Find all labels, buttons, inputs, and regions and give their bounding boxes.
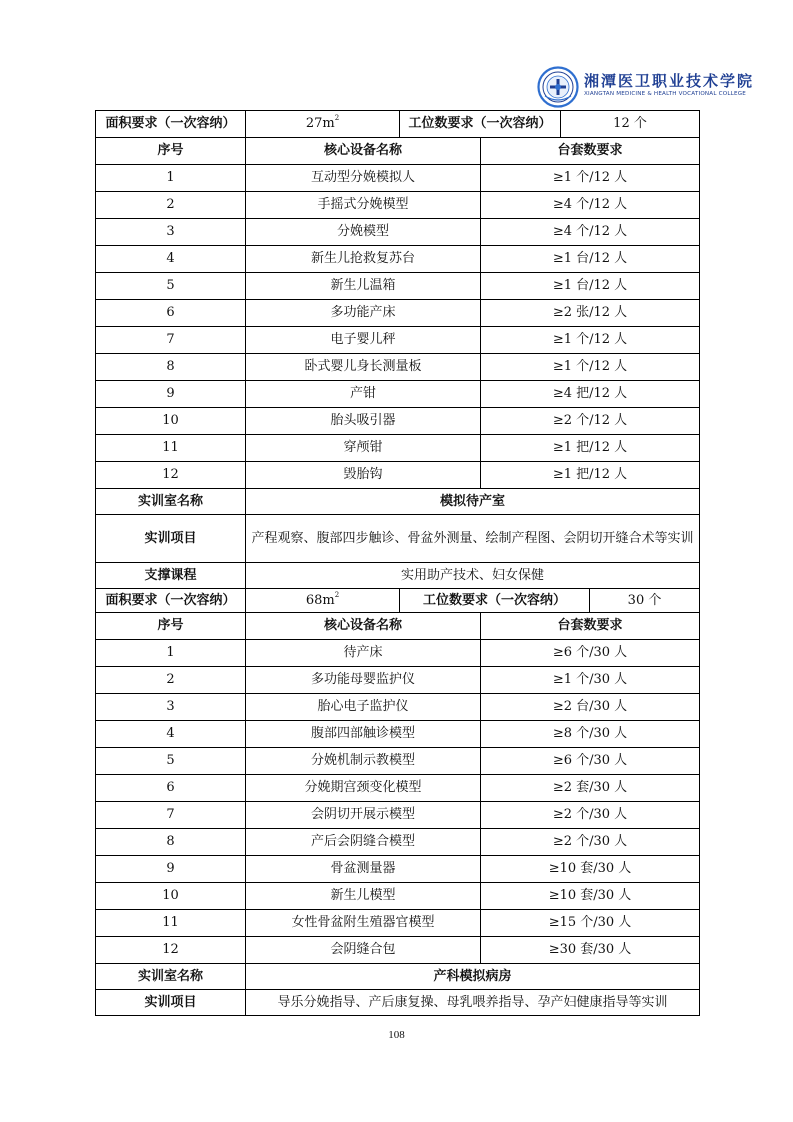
- equipment-name: 分娩模型: [246, 219, 481, 246]
- course-value: 实用助产技术、妇女保健: [246, 563, 700, 589]
- equipment-quantity: ≥1 个/30 人: [481, 667, 700, 694]
- project-row: [96, 515, 700, 563]
- row-number: 12: [96, 937, 246, 964]
- equipment-name: 新生儿模型: [246, 883, 481, 910]
- row-number: 9: [96, 381, 246, 408]
- course-row: [96, 563, 700, 589]
- equipment-quantity: ≥1 台/12 人: [481, 273, 700, 300]
- page-number: 108: [388, 1029, 405, 1041]
- project-value-3: 导乐分娩指导、产后康复操、母乳喂养指导、孕产妇健康指导等实训: [246, 990, 700, 1016]
- table-row: [96, 354, 700, 381]
- table-row: [96, 300, 700, 327]
- table-row: [96, 273, 700, 300]
- stations-value-2: 30 个: [590, 589, 700, 613]
- col-quantity-header: 台套数要求: [481, 138, 700, 165]
- equipment-quantity: ≥2 台/30 人: [481, 694, 700, 721]
- equipment-quantity: ≥2 套/30 人: [481, 775, 700, 802]
- row-number: 7: [96, 802, 246, 829]
- equipment-name: 产钳: [246, 381, 481, 408]
- equipment-name: 新生儿抢救复苏台: [246, 246, 481, 273]
- equipment-name: 会阴缝合包: [246, 937, 481, 964]
- project-label-3: 实训项目: [96, 990, 246, 1016]
- col-equipment-header: 核心设备名称: [246, 138, 481, 165]
- stations-value: 12 个: [561, 111, 700, 138]
- row-number: 4: [96, 246, 246, 273]
- table-row: [96, 165, 700, 192]
- equipment-name: 待产床: [246, 640, 481, 667]
- equipment-quantity: ≥1 台/12 人: [481, 246, 700, 273]
- table-row: [96, 883, 700, 910]
- row-number: 6: [96, 775, 246, 802]
- row-number: 3: [96, 219, 246, 246]
- equipment-quantity: ≥6 个/30 人: [481, 748, 700, 775]
- equipment-name: 腹部四部触诊模型: [246, 721, 481, 748]
- equipment-name: 胎头吸引器: [246, 408, 481, 435]
- equipment-quantity: ≥10 套/30 人: [481, 856, 700, 883]
- equipment-quantity: ≥4 个/12 人: [481, 219, 700, 246]
- equipment-quantity: ≥2 个/30 人: [481, 802, 700, 829]
- area-row: [96, 111, 700, 138]
- column-header-row: [96, 138, 700, 165]
- table-row: [96, 192, 700, 219]
- equipment-quantity: ≥2 个/30 人: [481, 829, 700, 856]
- table-row: [96, 694, 700, 721]
- equipment-quantity: ≥1 个/12 人: [481, 354, 700, 381]
- table-row: [96, 435, 700, 462]
- stations-label-2: 工位数要求（一次容纳）: [400, 589, 590, 613]
- equipment-quantity: ≥1 把/12 人: [481, 462, 700, 489]
- equipment-name: 穿颅钳: [246, 435, 481, 462]
- col-equipment-header-2: 核心设备名称: [246, 613, 481, 640]
- area-label: 面积要求（一次容纳）: [96, 111, 246, 138]
- table-row: [96, 640, 700, 667]
- room-label: 实训室名称: [96, 489, 246, 515]
- table-row: [96, 802, 700, 829]
- table-row: [96, 748, 700, 775]
- college-name-en: XIANGTAN MEDICINE & HEALTH VOCATIONAL COLLEGE: [584, 91, 746, 97]
- table-row: [96, 937, 700, 964]
- row-number: 10: [96, 883, 246, 910]
- room-name-3: 产科模拟病房: [246, 964, 700, 990]
- area-value: $27m^2$: [246, 111, 400, 138]
- row-number: 8: [96, 354, 246, 381]
- table-row: [96, 219, 700, 246]
- table-row: [96, 462, 700, 489]
- row-number: 4: [96, 721, 246, 748]
- room-label-3: 实训室名称: [96, 964, 246, 990]
- equipment-name: 产后会阴缝合模型: [246, 829, 481, 856]
- project-value: 产程观察、腹部四步触诊、骨盆外测量、绘制产程图、会阴切开缝合术等实训: [246, 515, 700, 563]
- row-number: 8: [96, 829, 246, 856]
- equipment-quantity: ≥30 套/30 人: [481, 937, 700, 964]
- col-no-header: 序号: [96, 138, 246, 165]
- area-label-2: 面积要求（一次容纳）: [96, 589, 246, 613]
- table-row: [96, 721, 700, 748]
- row-number: 5: [96, 748, 246, 775]
- row-number: 11: [96, 435, 246, 462]
- equipment-name: 分娩期宫颈变化模型: [246, 775, 481, 802]
- college-name-cn: 湘潭医卫职业技术学院: [584, 72, 755, 90]
- equipment-quantity: ≥4 个/12 人: [481, 192, 700, 219]
- equipment-quantity: ≥15 个/30 人: [481, 910, 700, 937]
- col-quantity-header-2: 台套数要求: [481, 613, 700, 640]
- equipment-quantity: ≥1 把/12 人: [481, 435, 700, 462]
- row-number: 12: [96, 462, 246, 489]
- row-number: 9: [96, 856, 246, 883]
- equipment-quantity: ≥6 个/30 人: [481, 640, 700, 667]
- row-number: 6: [96, 300, 246, 327]
- row-number: 5: [96, 273, 246, 300]
- course-label: 支撑课程: [96, 563, 246, 589]
- room-name-row-3: [96, 964, 700, 990]
- equipment-name: 卧式婴儿身长测量板: [246, 354, 481, 381]
- equipment-name: 胎心电子监护仪: [246, 694, 481, 721]
- equipment-name: 新生儿温箱: [246, 273, 481, 300]
- equipment-table: [95, 110, 700, 1016]
- equipment-quantity: ≥8 个/30 人: [481, 721, 700, 748]
- row-number: 1: [96, 165, 246, 192]
- equipment-name: 毁胎钩: [246, 462, 481, 489]
- equipment-name: 分娩机制示教模型: [246, 748, 481, 775]
- equipment-quantity: ≥2 个/12 人: [481, 408, 700, 435]
- row-number: 11: [96, 910, 246, 937]
- equipment-name: 骨盆测量器: [246, 856, 481, 883]
- equipment-name: 女性骨盆附生殖器官模型: [246, 910, 481, 937]
- table-row: [96, 775, 700, 802]
- area-row-2: [96, 589, 700, 613]
- row-number: 10: [96, 408, 246, 435]
- equipment-name: 互动型分娩模拟人: [246, 165, 481, 192]
- row-number: 2: [96, 667, 246, 694]
- room-name-row: [96, 489, 700, 515]
- equipment-name: 多功能母婴监护仪: [246, 667, 481, 694]
- area-value-2: $68m^2$: [246, 589, 400, 613]
- project-row-3: [96, 990, 700, 1016]
- equipment-quantity: ≥2 张/12 人: [481, 300, 700, 327]
- room-name: 模拟待产室: [246, 489, 700, 515]
- table-row: [96, 246, 700, 273]
- col-no-header-2: 序号: [96, 613, 246, 640]
- equipment-quantity: ≥4 把/12 人: [481, 381, 700, 408]
- table-row: [96, 829, 700, 856]
- table-row: [96, 381, 700, 408]
- row-number: 2: [96, 192, 246, 219]
- college-logo: [537, 66, 755, 108]
- row-number: 1: [96, 640, 246, 667]
- table-row: [96, 667, 700, 694]
- equipment-quantity: ≥10 套/30 人: [481, 883, 700, 910]
- table-row: [96, 408, 700, 435]
- project-label: 实训项目: [96, 515, 246, 563]
- equipment-name: 手摇式分娩模型: [246, 192, 481, 219]
- equipment-quantity: ≥1 个/12 人: [481, 165, 700, 192]
- college-emblem-icon: [537, 66, 579, 108]
- table-row: [96, 327, 700, 354]
- column-header-row-2: [96, 613, 700, 640]
- row-number: 3: [96, 694, 246, 721]
- equipment-name: 电子婴儿秤: [246, 327, 481, 354]
- equipment-name: 会阴切开展示模型: [246, 802, 481, 829]
- equipment-name: 多功能产床: [246, 300, 481, 327]
- stations-label: 工位数要求（一次容纳）: [400, 111, 561, 138]
- row-number: 7: [96, 327, 246, 354]
- table-row: [96, 910, 700, 937]
- table-row: [96, 856, 700, 883]
- equipment-quantity: ≥1 个/12 人: [481, 327, 700, 354]
